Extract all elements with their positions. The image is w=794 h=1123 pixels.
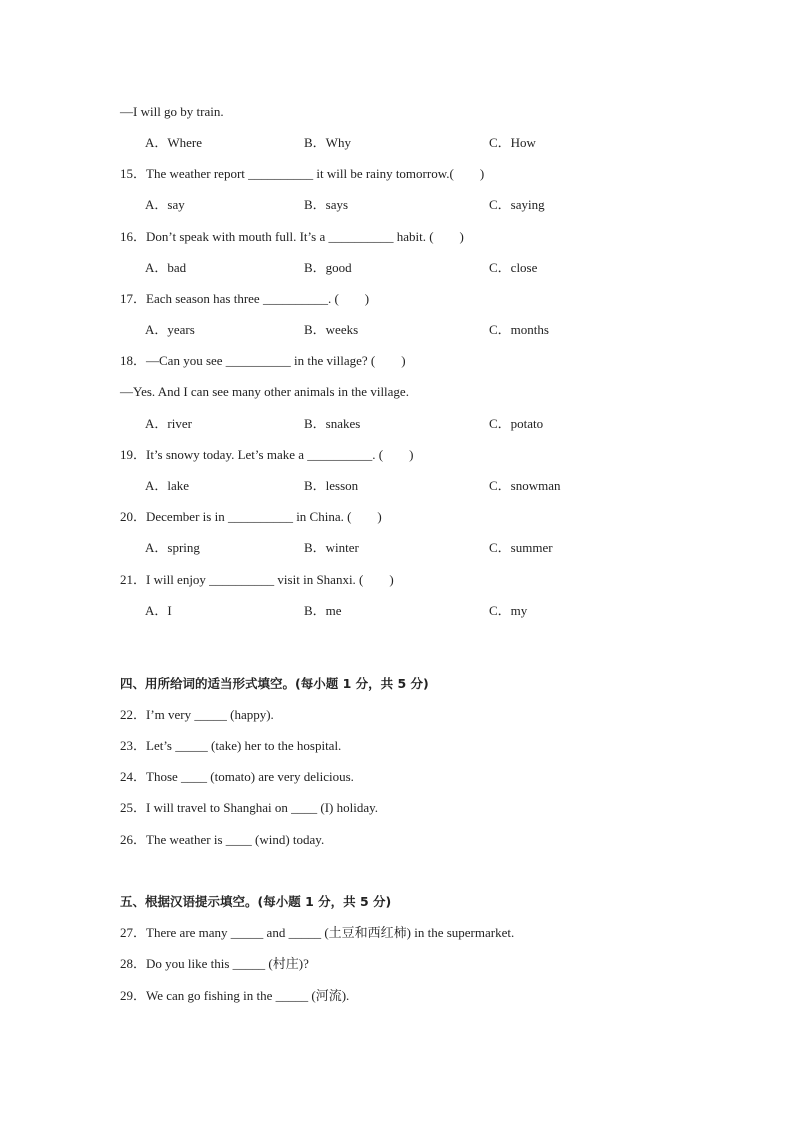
q18-option-c: C．potato <box>489 416 544 431</box>
q19-option-c: C．snowman <box>489 478 561 493</box>
question-22: 22．I’m very _____ (happy). <box>120 707 274 722</box>
question-16: 16．Don’t speak with mouth full. It’s a __________ habit. ( ) <box>120 229 464 244</box>
q16-option-c: C．close <box>489 260 538 275</box>
q20-option-c: C．summer <box>489 540 553 555</box>
question-23: 23．Let’s _____ (take) her to the hospital. <box>120 738 342 753</box>
q16-option-a: A．bad <box>145 260 187 275</box>
question-18: 18．—Can you see __________ in the village? ( ) <box>120 353 406 368</box>
q14-option-a: A．Where <box>145 135 203 150</box>
q21-option-c: C．my <box>489 603 528 618</box>
q18-option-b: B．snakes <box>304 416 361 431</box>
q17-option-b: B．weeks <box>304 322 359 337</box>
question-24: 24．Those ____ (tomato) are very delicious. <box>120 769 354 784</box>
question-19: 19．It’s snowy today. Let’s make a __________. ( ) <box>120 447 414 462</box>
q21-option-a: A．I <box>145 603 172 618</box>
question-18-response: —Yes. And I can see many other animals in the village. <box>120 384 409 399</box>
question-29: 29．We can go fishing in the _____ (河流). <box>120 988 350 1003</box>
question-28: 28．Do you like this _____ (村庄)? <box>120 956 309 971</box>
question-20: 20．December is in __________ in China. ( ) <box>120 509 382 524</box>
q18-option-a: A．river <box>145 416 192 431</box>
q19-option-a: A．lake <box>145 478 190 493</box>
q20-option-b: B．winter <box>304 540 359 555</box>
question-21: 21．I will enjoy __________ visit in Shanxi. ( ) <box>120 572 394 587</box>
q15-option-c: C．saying <box>489 197 545 212</box>
q14-option-b: B．Why <box>304 135 351 150</box>
question-25: 25．I will travel to Shanghai on ____ (I) holiday. <box>120 800 379 815</box>
q15-option-a: A．say <box>145 197 185 212</box>
question-14-answer-line: —I will go by train. <box>120 104 224 119</box>
q14-option-c: C．How <box>489 135 536 150</box>
question-26: 26．The weather is ____ (wind) today. <box>120 832 325 847</box>
section-5-heading: 五、根据汉语提示填空。(每小题 1 分，共 5 分) <box>120 894 392 909</box>
q17-option-a: A．years <box>145 322 195 337</box>
q17-option-c: C．months <box>489 322 549 337</box>
q21-option-b: B．me <box>304 603 342 618</box>
question-27: 27．There are many _____ and _____ (土豆和西红柿) in the supermarket. <box>120 925 515 940</box>
q19-option-b: B．lesson <box>304 478 359 493</box>
q20-option-a: A．spring <box>145 540 200 555</box>
question-15: 15．The weather report __________ it will be rainy tomorrow.( ) <box>120 166 485 181</box>
q16-option-b: B．good <box>304 260 352 275</box>
q15-option-b: B．says <box>304 197 349 212</box>
question-17: 17．Each season has three __________. ( ) <box>120 291 370 306</box>
section-4-heading: 四、用所给词的适当形式填空。(每小题 1 分，共 5 分) <box>120 676 429 691</box>
